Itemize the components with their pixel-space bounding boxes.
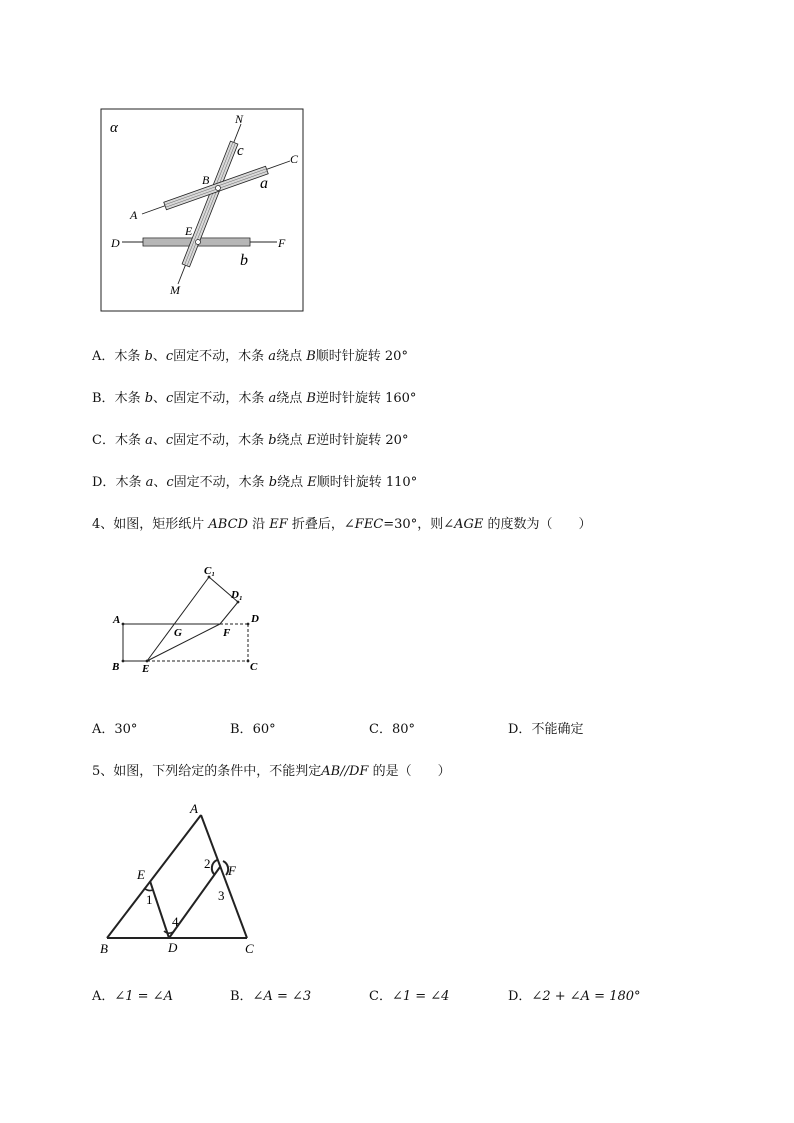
q3-label-alpha: α xyxy=(110,120,118,136)
q4-label-A: A xyxy=(113,614,121,626)
q4-option-b[interactable]: B．60° xyxy=(230,722,276,737)
q4-stem: 4、如图，矩形纸片 ABCD 沿 EF 折叠后，∠FEC=30°，则∠AGE 的度数为（ ） xyxy=(92,517,592,532)
q5-label-D: D xyxy=(168,940,178,955)
q5-option-d[interactable]: D．∠2 + ∠A = 180° xyxy=(508,989,641,1004)
q4-label-D1: D₁ xyxy=(231,589,243,601)
q5-label-2: 2 xyxy=(204,856,211,871)
q3-option-b[interactable]: B．木条 b、c固定不动，木条 a绕点 B逆时针旋转 160° xyxy=(92,391,417,406)
q3-label-b: b xyxy=(240,252,248,269)
q4-label-D: D xyxy=(251,613,259,625)
q4-label-B: B xyxy=(112,661,120,673)
q3-label-D: D xyxy=(111,236,120,250)
q3-label-B: B xyxy=(202,173,210,187)
q4-label-C: C xyxy=(250,661,258,673)
q5-options xyxy=(0,985,794,1005)
q5-figure xyxy=(95,800,270,960)
q5-label-F: F xyxy=(228,863,236,878)
q3-label-a: a xyxy=(260,175,268,192)
q5-label-A: A xyxy=(190,801,198,816)
q5-label-C: C xyxy=(245,941,254,956)
q5-label-B: B xyxy=(100,941,108,956)
q3-label-M: M xyxy=(170,283,180,297)
q4-label-C1: C₁ xyxy=(204,565,216,577)
q5-label-3: 3 xyxy=(218,888,225,903)
q4-label-F: F xyxy=(223,627,231,639)
q4-option-c[interactable]: C．80° xyxy=(369,722,415,737)
q3-option-a[interactable]: A．木条 b、c固定不动，木条 a绕点 B顺时针旋转 20° xyxy=(92,349,408,364)
q3-figure xyxy=(100,108,304,312)
q3-option-d[interactable]: D．木条 a、c固定不动，木条 b绕点 E顺时针旋转 110° xyxy=(92,475,418,490)
q4-figure xyxy=(105,560,275,680)
q5-option-c[interactable]: C．∠1 = ∠4 xyxy=(369,989,450,1004)
q5-option-a[interactable]: A．∠1 = ∠A xyxy=(92,989,173,1004)
q5-label-1: 1 xyxy=(146,892,153,907)
q4-option-d[interactable]: D．不能确定 xyxy=(508,722,584,737)
q5-label-E: E xyxy=(137,867,145,882)
q3-label-A: A xyxy=(130,208,138,222)
q4-option-a[interactable]: A．30° xyxy=(92,722,138,737)
q3-label-C: C xyxy=(290,152,299,166)
q4-label-E: E xyxy=(142,663,150,675)
q5-option-b[interactable]: B．∠A = ∠3 xyxy=(230,989,312,1004)
q5-label-4: 4 xyxy=(172,914,179,929)
q3-label-N: N xyxy=(235,112,244,126)
q3-label-F: F xyxy=(278,236,286,250)
q3-label-c: c xyxy=(237,143,244,159)
q3-option-c[interactable]: C．木条 a、c固定不动，木条 b绕点 E逆时针旋转 20° xyxy=(92,433,409,448)
q3-label-E: E xyxy=(185,224,193,238)
q4-options xyxy=(0,718,794,738)
q5-stem: 5、如图，下列给定的条件中，不能判定AB//DF 的是（ ） xyxy=(92,764,451,779)
q4-label-G: G xyxy=(174,627,182,639)
